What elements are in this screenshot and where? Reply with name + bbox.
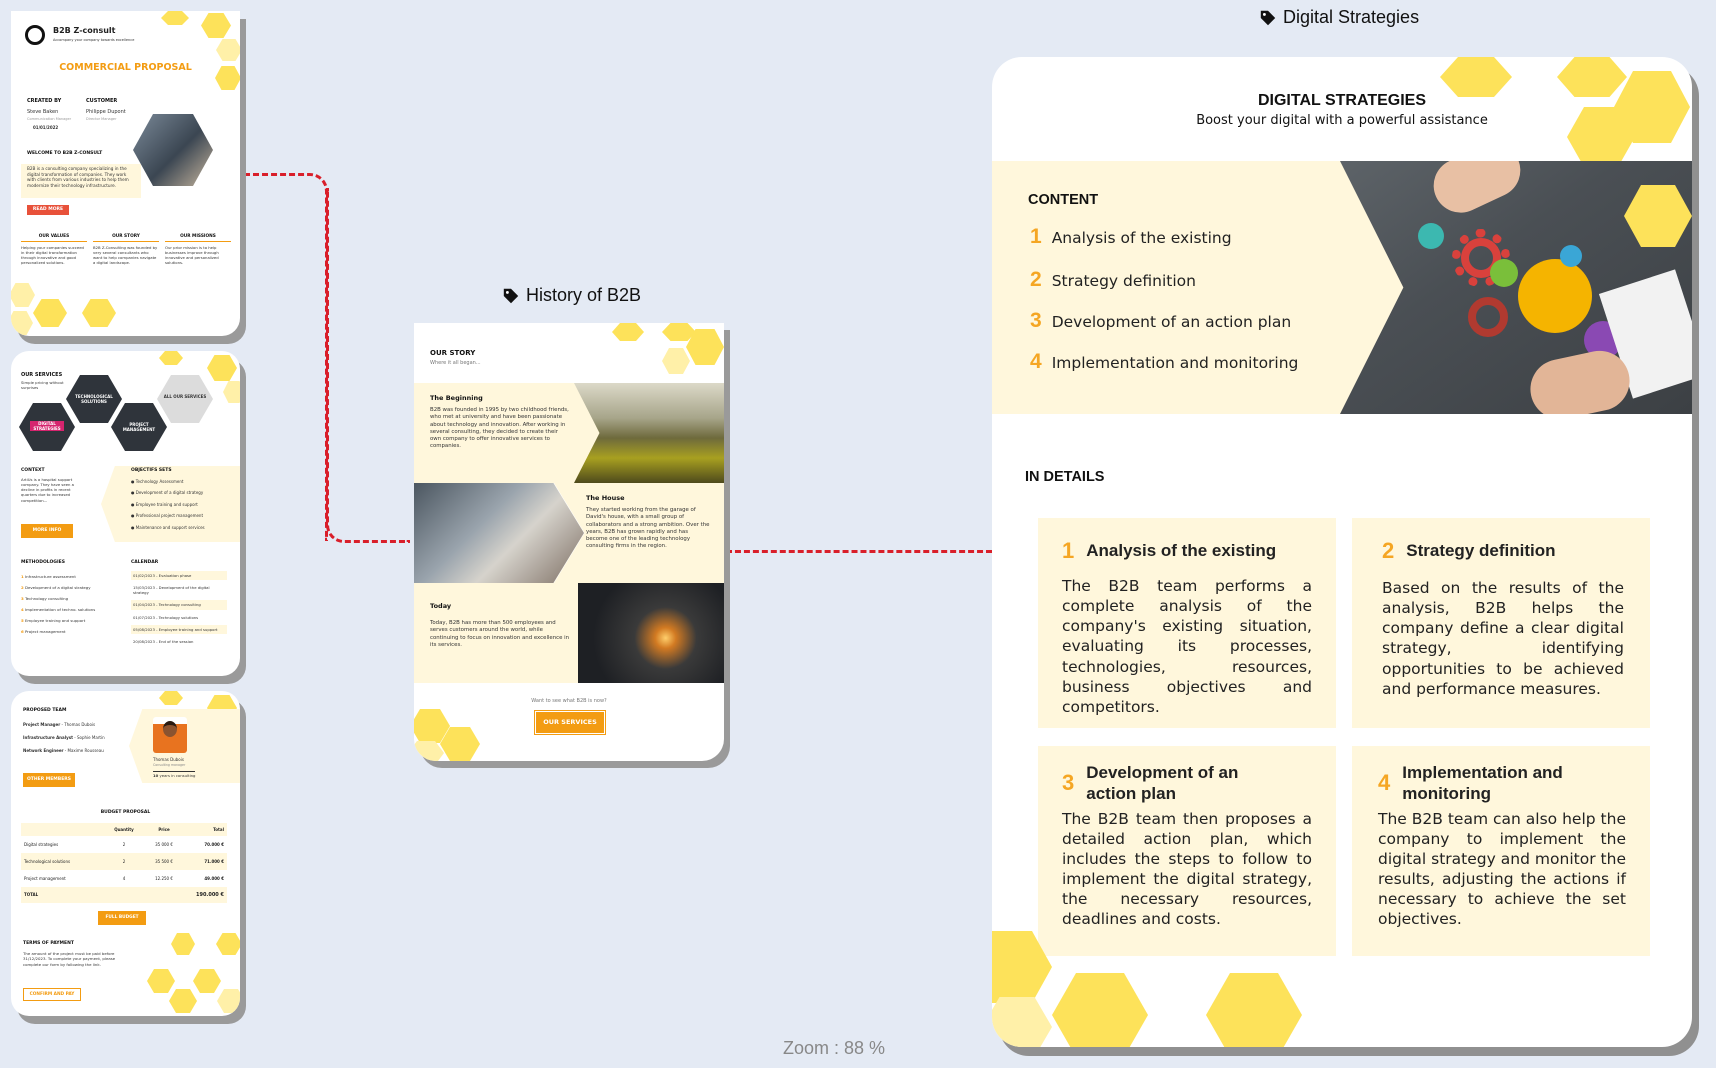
brand-tagline: Accompany your company towards excellence [53, 38, 135, 42]
honeycomb-decoration [82, 299, 116, 327]
calendar-list [131, 571, 227, 649]
honeycomb-decoration [159, 691, 183, 705]
more-info-button[interactable]: MORE INFO [21, 524, 73, 538]
team-member-role: Project Manager [23, 722, 61, 727]
objective-label: Employee training and support [135, 501, 198, 507]
budget-row [21, 853, 227, 870]
budget-row [21, 836, 227, 853]
content-item-label: Implementation and monitoring [1051, 354, 1299, 372]
avatar-face [163, 721, 177, 737]
story-title: OUR STORY [93, 234, 159, 242]
proposal-date: 01/01/2022 [33, 125, 59, 130]
customer-label: CUSTOMER [86, 98, 118, 104]
slide-tag-history[interactable] [502, 285, 641, 306]
missions-column [165, 234, 231, 266]
content-item-label: Development of an action plan [1051, 313, 1292, 331]
content-item-number: 2 [1030, 268, 1042, 291]
budget-cell: 4 [122, 876, 126, 881]
profile-years [153, 771, 195, 778]
budget-title: BUDGET PROPOSAL [100, 810, 151, 815]
calendar-item: 01/02/2023 - Evaluation phase [131, 571, 227, 580]
detail-card-title [1378, 762, 1626, 805]
honeycomb-decoration [414, 741, 444, 761]
budget-header-cell: Price [158, 827, 170, 832]
missions-text: Our prior mission is to help businesses improve through innovative and personalized solutions. [165, 245, 219, 266]
story-heading: OUR STORY [430, 349, 476, 357]
terms-text: The amount of the project must be paid before 31/12/2023. To complete your payment, please complete our form by following the link. [23, 951, 116, 967]
methodology-item: 6 Project management [21, 629, 66, 635]
hand-shape [1525, 345, 1635, 424]
budget-table [21, 823, 227, 903]
honeycomb-decoration [223, 381, 240, 403]
gear-blue [1560, 245, 1582, 267]
objective-label: Professional project management [135, 513, 204, 519]
services-subtitle: Simple pricing without surprises [21, 380, 64, 391]
methodology-label: Infrastructure assessment [24, 574, 76, 579]
budget-cell: 2 [122, 842, 126, 847]
objective-item: ● Development of a digital strategy [131, 490, 204, 496]
detail-card-title-text: Strategy definition [1406, 541, 1556, 560]
services-question: Want to see what B2B is now? [531, 698, 607, 704]
profile-role: Consulting manager [153, 763, 186, 767]
photo-lightbulb [578, 583, 724, 683]
thumbnail-commercial-proposal[interactable] [11, 11, 240, 336]
team-member: Infrastructure Analyst - Sophie Martin [23, 735, 105, 740]
profile-avatar [153, 717, 187, 753]
honeycomb-decoration [169, 989, 197, 1013]
honeycomb-decoration [612, 323, 644, 341]
objective-label: Development of a digital strategy [135, 490, 204, 496]
tag-icon [1259, 9, 1277, 27]
detail-card-number: 3 [1062, 770, 1075, 796]
welcome-text: B2B is a consulting company specializing in the digital transformation of companies. They work with clients from various industries to help them modernize their technology infrastructure. [27, 166, 129, 189]
honeycomb-decoration [193, 969, 221, 993]
detail-card-body: The B2B team performs a complete analysis of the company's existing situation, evaluating its processes, technologies, resources, business objectives and competitors. [1062, 577, 1312, 716]
connector-line [726, 550, 992, 553]
brand-name: B2B Z-consult [53, 26, 116, 35]
budget-cell: Technological solutions [24, 859, 71, 864]
section-title-today: Today [430, 602, 452, 610]
calendar-title: CALENDAR [131, 560, 159, 565]
budget-header-row [21, 823, 227, 836]
objective-item: ● Employee training and support [131, 501, 198, 507]
objective-label: Maintenance and support services [135, 524, 205, 530]
budget-total-value: 190.000 € [196, 892, 224, 898]
content-item [1030, 268, 1298, 309]
calendar-item: 01/04/2023 - Technology consulting [131, 600, 227, 609]
service-hex-technological-label: TECHNOLOGICAL SOLUTIONS [75, 394, 113, 404]
honeycomb-decoration [171, 933, 195, 955]
service-hex-digital-label: DIGITAL STRATEGIES [30, 421, 64, 431]
section-text-beginning: B2B was founded in 1995 by two childhood friends, who met at university and have been passionate about technology and innovation. After working in several consulting, they decided to create their own company to offer innovative services to companies. [430, 407, 569, 450]
values-columns [21, 234, 231, 266]
team-member: Project Manager - Thomas Dubois [23, 722, 96, 727]
calendar-item: 15/03/2023 - Development of the digital strategy [133, 585, 210, 596]
details-heading: IN DETAILS [1025, 469, 1105, 485]
budget-total-label: TOTAL [24, 892, 39, 897]
objective-item: ● Professional project management [131, 513, 204, 519]
gear-darkred [1468, 297, 1508, 337]
detail-card-body: The B2B team then proposes a detailed action plan, which includes the steps to follow to implement the digital strategy, the necessary resources, deadlines and costs. [1062, 809, 1312, 929]
created-by-role: Communication Manager [27, 117, 72, 121]
detail-card-body: The B2B team can also help the company to implement the digital strategy and monitor the results, adjusting the actions if necessary to achieve the set objectives. [1378, 809, 1626, 929]
our-services-button[interactable]: OUR SERVICES [536, 712, 604, 733]
content-item-number: 4 [1030, 350, 1042, 373]
budget-cell: 35 500 € [155, 859, 173, 864]
honeycomb-decoration [216, 933, 240, 955]
budget-cell: Digital strategies [24, 842, 59, 847]
detail-card-title-text: Analysis of the existing [1086, 541, 1277, 560]
team-member-role: Network Engineer [23, 748, 64, 753]
created-by-name: Steve Baken [27, 109, 59, 115]
thumbnail-services[interactable] [11, 351, 240, 676]
methodology-item: 4 Implementation of techno. solutions [21, 607, 96, 613]
objectives-title: OBJECTIFS SETS [131, 468, 172, 473]
honeycomb-decoration [201, 13, 231, 38]
honeycomb-decoration [1557, 57, 1627, 97]
objective-item: ● Technology Assessment [131, 479, 184, 484]
honeycomb-decoration [11, 311, 33, 335]
honeycomb-decoration [1052, 973, 1148, 1047]
content-item [1030, 350, 1298, 391]
detail-card-4 [1352, 746, 1650, 956]
slide-history[interactable] [414, 323, 724, 761]
story-column [93, 234, 159, 266]
service-hex-project-label: PROJECT MANAGEMENT [122, 422, 156, 432]
slide-digital-strategies[interactable] [992, 57, 1692, 1047]
customer-role: Director Manager [86, 117, 117, 121]
values-title: OUR VALUES [21, 234, 87, 242]
budget-cell: 35 000 € [155, 842, 173, 847]
slide-tag-label: Digital Strategies [1283, 7, 1420, 27]
section-text-house: They started working from the garage of David's house, with a small group of collaborators and a strong ambition. Over the years, B2B has grown rapidly and has become one of the leading technology consulting firms in the region. [586, 507, 710, 550]
team-member-name: Sophie Martin [76, 735, 105, 740]
slide-tag-label: History of B2B [526, 285, 642, 305]
proposal-title: COMMERCIAL PROPOSAL [59, 62, 192, 73]
hand-shape [1425, 135, 1529, 222]
values-column [21, 234, 87, 266]
confirm-pay-button[interactable]: CONFIRM AND PAY [23, 988, 81, 1001]
slide-subtitle: Boost your digital with a powerful assistance [1196, 113, 1488, 128]
slide-tag-digital[interactable] [1259, 7, 1419, 28]
connector-line [326, 188, 410, 543]
photo-classroom [414, 483, 584, 583]
tag-icon [502, 287, 520, 305]
team-member: Network Engineer - Maxime Rousseau [23, 748, 104, 753]
full-budget-button[interactable]: FULL BUDGET [98, 911, 146, 925]
honeycomb-decoration [147, 969, 175, 993]
team-photo [133, 114, 213, 186]
detail-card-title-text: Implementation and monitoring [1402, 763, 1563, 804]
content-list [1030, 225, 1298, 391]
gear-green [1490, 259, 1518, 287]
methodologies-title: METHODOLOGIES [21, 560, 65, 565]
profile-years-label: years in consulting [159, 773, 196, 778]
story-text: B2B Z-Consulting was founded by very several consultants who want to help companies navigate a digital landscape. [93, 245, 158, 266]
objective-label: Technology Assessment [135, 479, 184, 484]
methodology-label: Technology consulting [24, 596, 69, 602]
gear-teal [1418, 223, 1444, 249]
read-more-button[interactable]: READ MORE [27, 205, 69, 215]
section-title-beginning: The Beginning [430, 394, 483, 402]
honeycomb-decoration [159, 351, 183, 365]
team-member-name: Thomas Dubois [64, 722, 96, 727]
gear-yellow [1518, 259, 1592, 333]
calendar-item: 01/07/2023 - Technology solutions [133, 614, 199, 620]
team-title: PROPOSED TEAM [23, 708, 67, 713]
objectives-list [131, 479, 231, 536]
methodology-label: Development of a digital strategy [24, 585, 91, 591]
values-text: Helping your companies succeed in their digital transformation through innovative and good personalized solutions. [21, 245, 84, 266]
terms-title: TERMS OF PAYMENT [23, 941, 74, 946]
budget-cell: 2 [122, 859, 126, 864]
honeycomb-decoration [11, 283, 35, 307]
section-title-house: The House [586, 494, 625, 502]
detail-card-number: 2 [1382, 538, 1395, 563]
calendar-item: 20/08/2023 - End of the session [133, 638, 194, 644]
methodology-item: 1 Infrastructure assessment [21, 574, 76, 579]
connector-line [244, 173, 328, 541]
budget-cell: Project management [24, 876, 66, 881]
section-text-today: Today, B2B has more than 500 employees and serves customers around the world, while continuing to focus on innovation and excellence in its services. [430, 620, 570, 648]
budget-cell: 70.000 € [204, 842, 224, 847]
context-text: ArtiUs is a hospital support company. They have seen a decline in profits in recent quarters due to increased competition... [21, 477, 75, 503]
honeycomb-decoration [1206, 973, 1302, 1047]
detail-card-body: Based on the results of the analysis, B2B helps the company define a clear digital strategy, identifying opportunities to be achieved and performance measures. [1382, 579, 1624, 698]
content-item [1030, 225, 1298, 268]
slide-title: DIGITAL STRATEGIES [1257, 92, 1426, 109]
services-title: OUR SERVICES [21, 372, 63, 378]
context-title: CONTEXT [21, 468, 45, 473]
methodology-label: Project management [24, 629, 66, 635]
methodology-item: 2 Development of a digital strategy [21, 585, 91, 591]
budget-cell: 12.250 € [155, 876, 173, 881]
honeycomb-decoration [992, 997, 1052, 1047]
honeycomb-decoration [161, 11, 189, 25]
budget-header-cell: Total [213, 827, 224, 832]
service-hex-all[interactable] [157, 375, 213, 423]
budget-total-row [21, 887, 227, 903]
detail-card-title-text: Development of an action plan [1086, 763, 1239, 804]
honeycomb-decoration [207, 355, 237, 381]
methodology-item: 3 Technology consulting [21, 596, 69, 602]
budget-header-cell [24, 827, 104, 832]
content-heading: CONTENT [1028, 192, 1099, 208]
honeycomb-decoration [216, 39, 240, 61]
objective-item: ● Maintenance and support services [131, 524, 205, 530]
budget-row [21, 870, 227, 887]
welcome-title: WELCOME TO B2B Z-CONSULT [27, 151, 103, 156]
content-item-number: 1 [1030, 225, 1042, 248]
content-item-number: 3 [1030, 309, 1042, 332]
customer-name: Philippe Dupont [86, 109, 126, 115]
other-members-button[interactable]: OTHER MEMBERS [23, 773, 75, 787]
content-item-label: Strategy definition [1051, 272, 1196, 290]
detail-card-2 [1352, 518, 1650, 728]
missions-title: OUR MISSIONS [165, 234, 231, 242]
detail-card-3 [1038, 746, 1336, 956]
budget-header-cell: Quantity [114, 827, 134, 832]
story-subheading: Where it all began... [430, 360, 481, 366]
detail-card-number: 4 [1378, 770, 1391, 796]
honeycomb-decoration [662, 348, 690, 374]
detail-card-title [1062, 762, 1312, 805]
created-by-label: CREATED BY [27, 98, 62, 104]
thumbnail-budget[interactable] [11, 691, 240, 1016]
methodology-item: 5 Employee training and support [21, 618, 86, 624]
content-item-label: Analysis of the existing [1051, 229, 1232, 247]
service-hex-all-label: ALL OUR SERVICES [163, 394, 207, 399]
honeycomb-decoration [33, 299, 67, 327]
calendar-item: 05/08/2023 - Employee training and support [131, 625, 227, 634]
detail-card-number: 1 [1062, 538, 1075, 563]
honeycomb-decoration [217, 989, 240, 1013]
methodologies-list [21, 574, 121, 640]
profile-name: Thomas Dubois [153, 757, 184, 762]
profile-years-value: 10 [153, 773, 159, 778]
methodology-label: Implementation of techno. solutions [24, 607, 96, 613]
team-member-role: Infrastructure Analyst [23, 735, 73, 740]
detail-card-title [1062, 540, 1312, 562]
detail-card-1 [1038, 518, 1336, 728]
content-item [1030, 309, 1298, 350]
team-member-name: Maxime Rousseau [67, 748, 104, 753]
zoom-indicator: Zoom : 88 % [783, 1038, 886, 1058]
detail-card-title [1382, 540, 1624, 562]
honeycomb-decoration [1440, 57, 1512, 97]
brand-logo [25, 25, 45, 45]
budget-cell: 49.000 € [204, 876, 224, 881]
methodology-label: Employee training and support [24, 618, 86, 624]
budget-cell: 71.000 € [204, 859, 224, 864]
